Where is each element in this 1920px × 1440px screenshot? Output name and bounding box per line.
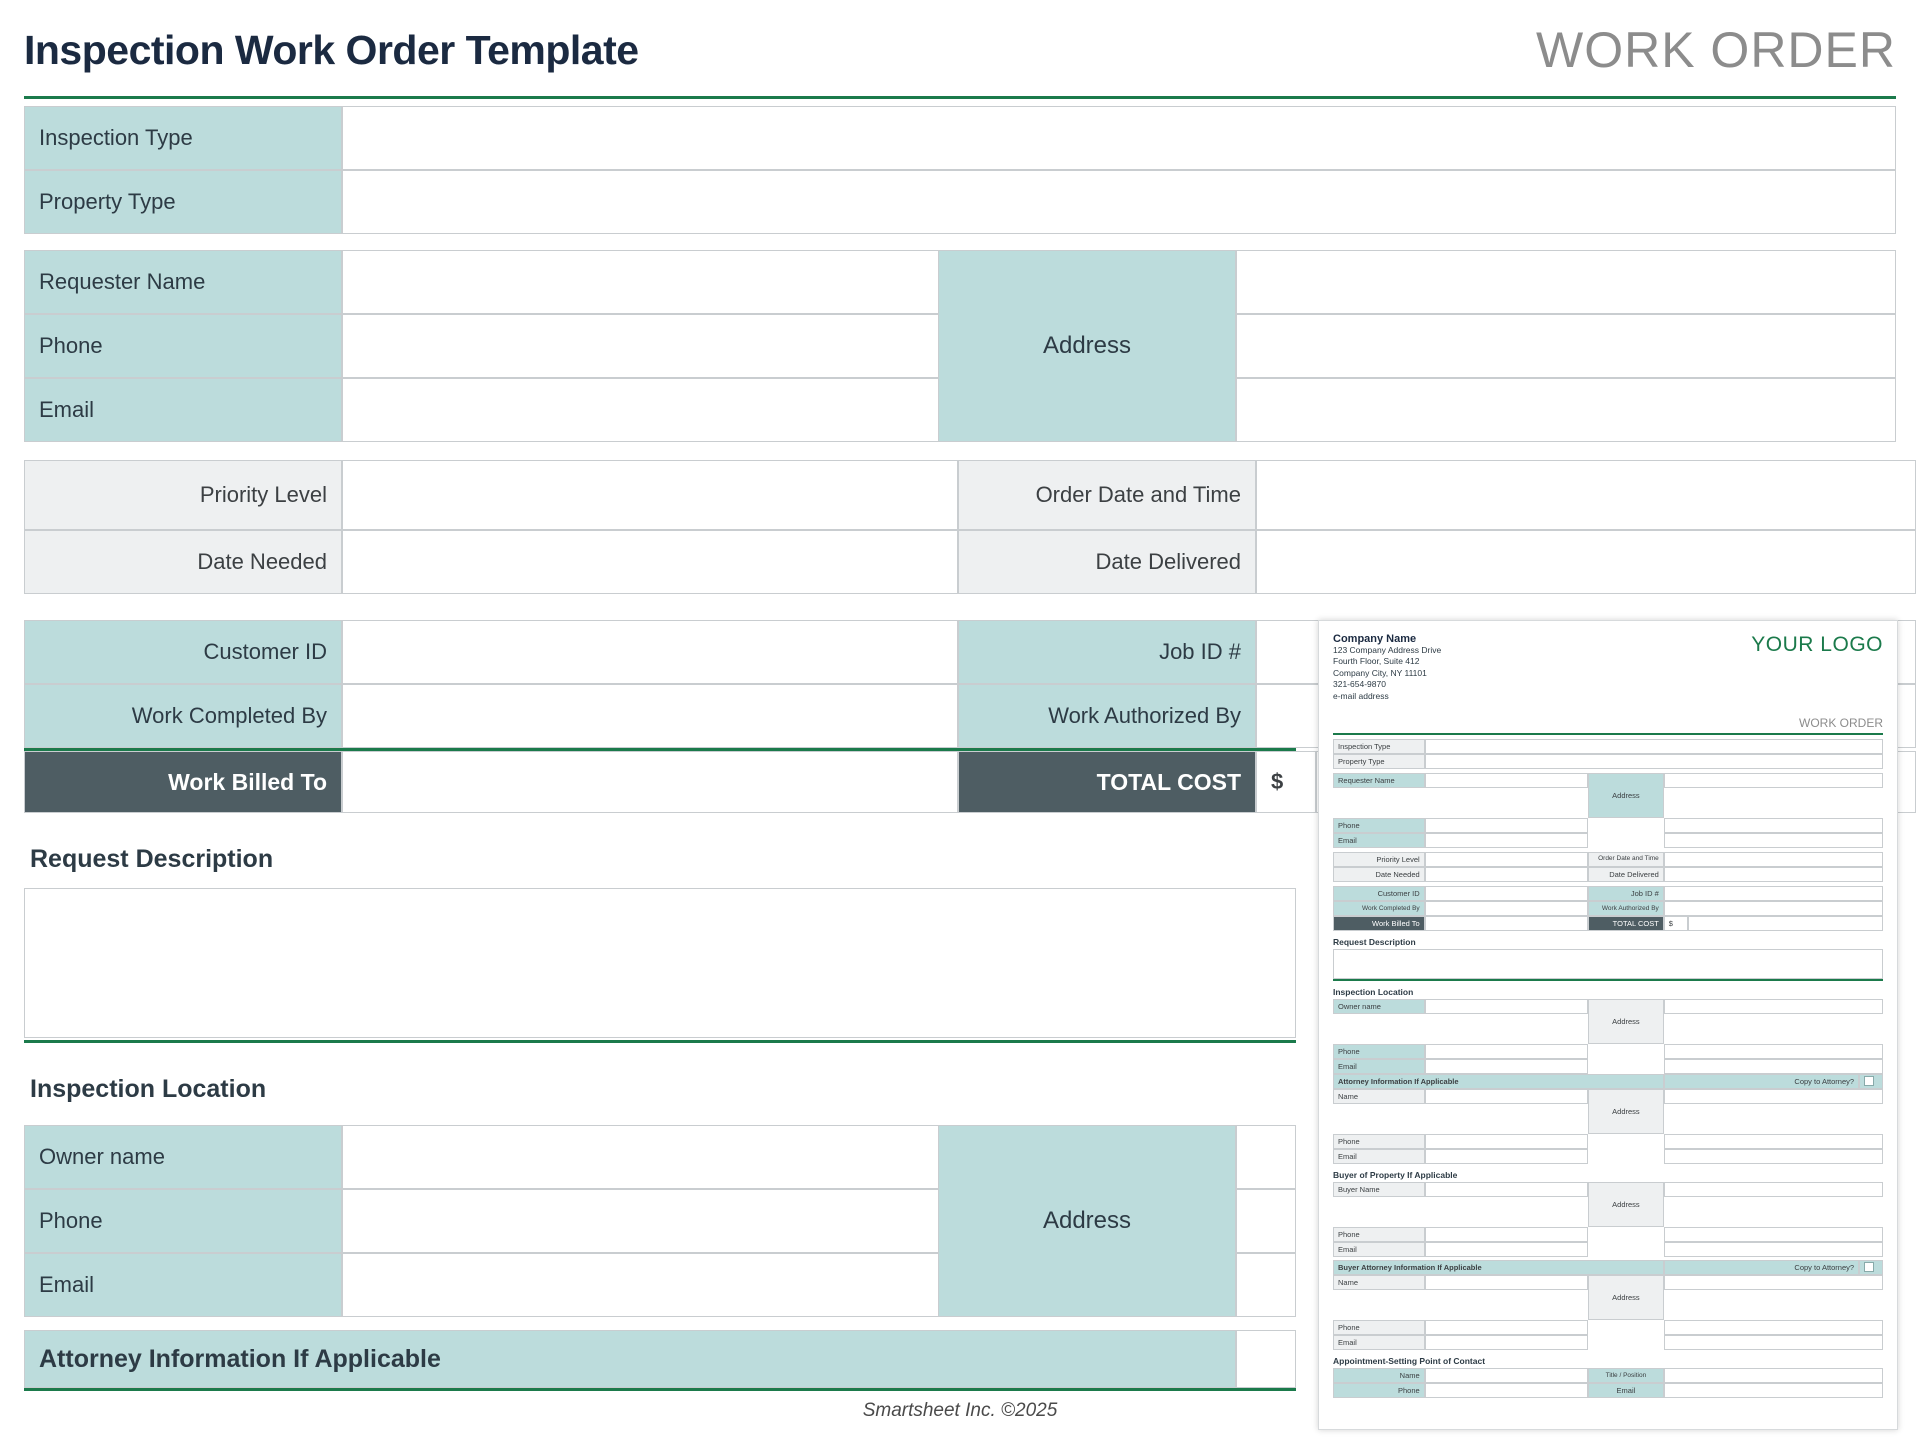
thumb-inspection-type-row [1333, 739, 1883, 754]
thumb-requester-name-row [1333, 773, 1883, 818]
thumb-buyer-attorney-name-row [1333, 1275, 1883, 1320]
work-completed-by-input[interactable] [342, 684, 958, 748]
thumb-address-line1[interactable] [1664, 773, 1883, 788]
thumb-work-completed-label: Work Completed By [1333, 901, 1425, 916]
thumb-location-email-input[interactable] [1425, 1059, 1588, 1074]
thumb-appointment-phone-label: Phone [1333, 1383, 1425, 1398]
thumb-requester-email-label: Email [1333, 833, 1425, 848]
thumb-copy-to-attorney-label: Copy to Attorney? [1664, 1074, 1859, 1089]
thumb-total-cost-label: TOTAL COST [1588, 916, 1664, 931]
requester-address-line1[interactable] [1236, 250, 1896, 314]
thumb-location-phone-row [1333, 1044, 1883, 1059]
owner-name-input[interactable] [342, 1125, 958, 1189]
location-phone-label: Phone [24, 1189, 342, 1253]
thumb-location-email-label: Email [1333, 1059, 1425, 1074]
thumb-owner-name-row [1333, 999, 1883, 1044]
thumb-order-date-label: Order Date and Time [1588, 852, 1664, 867]
attorney-info-extra[interactable] [1236, 1330, 1296, 1388]
order-date-time-label: Order Date and Time [958, 460, 1256, 530]
thumb-date-needed-label: Date Needed [1333, 867, 1425, 882]
thumb-buyer-attorney-email-input[interactable] [1425, 1335, 1588, 1350]
thumb-currency-symbol: $ [1664, 916, 1688, 931]
thumb-address-line2[interactable] [1664, 818, 1883, 833]
priority-level-row [24, 460, 1916, 530]
thumb-company-name: Company Name [1333, 633, 1417, 645]
location-phone-row [24, 1189, 958, 1253]
request-description-divider [24, 1040, 1296, 1043]
work-order-label: WORK ORDER [1536, 22, 1896, 78]
thumb-billed-input[interactable] [1425, 916, 1588, 931]
thumb-appointment-name-input[interactable] [1425, 1368, 1588, 1383]
thumb-company-address-2: Fourth Floor, Suite 412 [1333, 656, 1420, 667]
thumb-attorney-phone-label: Phone [1333, 1134, 1425, 1149]
document-header [24, 10, 1896, 90]
thumb-buyer-name-input[interactable] [1425, 1182, 1588, 1197]
requester-name-input[interactable] [342, 250, 958, 314]
thumb-requester-email-input[interactable] [1425, 833, 1588, 848]
work-completed-by-label: Work Completed By [24, 684, 342, 748]
thumb-customer-id-row [1333, 886, 1883, 901]
requester-phone-row [24, 314, 958, 378]
thumb-order-date-input[interactable] [1664, 852, 1883, 867]
thumb-buyer-attorney-phone-label: Phone [1333, 1320, 1425, 1335]
property-type-row [24, 170, 1896, 234]
request-description-input[interactable] [24, 888, 1296, 1038]
thumb-requester-phone-label: Phone [1333, 818, 1425, 833]
property-type-label: Property Type [24, 170, 342, 234]
thumb-buyer-attorney-name-input[interactable] [1425, 1275, 1588, 1290]
thumb-request-description-title: Request Description [1333, 937, 1416, 948]
thumb-date-delivered-label: Date Delivered [1588, 867, 1664, 882]
header-divider [24, 96, 1896, 99]
thumb-work-completed-input[interactable] [1425, 901, 1588, 916]
thumb-buyer-attorney-phone-row [1333, 1320, 1883, 1335]
thumb-buyer-attorney-name-label: Name [1333, 1275, 1425, 1290]
owner-name-row [24, 1125, 958, 1189]
location-email-row [24, 1253, 958, 1317]
date-needed-label: Date Needed [24, 530, 342, 594]
thumb-buyer-phone-row [1333, 1227, 1883, 1242]
location-address-line3[interactable] [1236, 1253, 1296, 1317]
thumb-appointment-phone-row [1333, 1383, 1883, 1398]
thumb-buyer-attorney-address-label: Address [1588, 1275, 1664, 1320]
requester-name-label: Requester Name [24, 250, 342, 314]
thumb-property-type-row [1333, 754, 1883, 769]
inspection-location-title: Inspection Location [30, 1075, 267, 1103]
thumb-job-id-input[interactable] [1664, 886, 1883, 901]
thumb-attorney-banner-row [1333, 1074, 1883, 1089]
thumb-date-needed-input[interactable] [1425, 867, 1588, 882]
thumb-customer-id-input[interactable] [1425, 886, 1588, 901]
thumb-appointment-email-label: Email [1588, 1383, 1664, 1398]
thumb-customer-id-label: Customer ID [1333, 886, 1425, 901]
thumb-logo-placeholder: YOUR LOGO [1751, 633, 1883, 656]
thumb-buyer-title: Buyer of Property If Applicable [1333, 1169, 1458, 1180]
thumb-attorney-banner: Attorney Information If Applicable [1333, 1074, 1664, 1089]
thumb-attorney-email-row [1333, 1149, 1883, 1164]
thumb-location-phone-label: Phone [1333, 1044, 1425, 1059]
thumb-attorney-phone-row [1333, 1134, 1883, 1149]
thumb-buyer-phone-label: Phone [1333, 1227, 1425, 1242]
thumb-location-address-1[interactable] [1664, 999, 1883, 1014]
thumb-attorney-name-row [1333, 1089, 1883, 1134]
thumb-buyer-email-label: Email [1333, 1242, 1425, 1257]
thumb-buyer-email-row [1333, 1242, 1883, 1257]
work-billed-to-input[interactable] [342, 751, 958, 813]
thumb-address-line3[interactable] [1664, 833, 1883, 848]
thumb-buyer-address-2[interactable] [1664, 1227, 1883, 1242]
customer-id-label: Customer ID [24, 620, 342, 684]
thumb-requester-phone-input[interactable] [1425, 818, 1588, 833]
location-email-label: Email [24, 1253, 342, 1317]
thumb-buyer-address-3[interactable] [1664, 1242, 1883, 1257]
thumb-priority-input[interactable] [1425, 852, 1588, 867]
thumb-requester-email-row [1333, 833, 1883, 848]
requester-phone-label: Phone [24, 314, 342, 378]
priority-level-input[interactable] [342, 460, 958, 530]
requester-email-row [24, 378, 958, 442]
thumb-attorney-email-input[interactable] [1425, 1149, 1588, 1164]
thumb-attorney-name-input[interactable] [1425, 1089, 1588, 1104]
thumb-appointment-title-label: Title / Position [1588, 1368, 1664, 1383]
thumb-requester-phone-row [1333, 818, 1883, 833]
thumb-address-label: Address [1588, 773, 1664, 818]
checkbox-icon [1864, 1262, 1874, 1272]
thumb-buyer-name-row [1333, 1182, 1883, 1227]
date-delivered-label: Date Delivered [958, 530, 1256, 594]
thumb-appointment-email-input[interactable] [1664, 1383, 1883, 1398]
footer-text: Smartsheet Inc. ©2025 [862, 1400, 1058, 1421]
thumb-buyer-email-input[interactable] [1425, 1242, 1588, 1257]
request-description-title: Request Description [30, 845, 274, 873]
thumb-property-type-input[interactable] [1425, 754, 1883, 769]
thumb-attorney-email-label: Email [1333, 1149, 1425, 1164]
thumb-work-authorized-label: Work Authorized By [1588, 901, 1664, 916]
thumb-attorney-address-3[interactable] [1664, 1149, 1883, 1164]
property-type-input[interactable] [342, 170, 1896, 234]
inspection-type-input[interactable] [342, 106, 1896, 170]
thumb-copy-to-attorney-checkbox[interactable] [1859, 1074, 1883, 1089]
total-cost-label: TOTAL COST [958, 751, 1256, 813]
thumb-billed-label: Work Billed To [1333, 916, 1425, 931]
thumb-billed-row [1333, 916, 1883, 931]
thumb-attorney-name-label: Name [1333, 1089, 1425, 1104]
thumb-buyer-attorney-address-3[interactable] [1664, 1335, 1883, 1350]
work-billed-to-label: Work Billed To [24, 751, 342, 813]
job-id-label: Job ID # [958, 620, 1256, 684]
thumb-location-address-label: Address [1588, 999, 1664, 1044]
thumb-owner-name-input[interactable] [1425, 999, 1588, 1014]
thumb-location-address-2[interactable] [1664, 1044, 1883, 1059]
thumb-location-phone-input[interactable] [1425, 1044, 1588, 1059]
currency-symbol: $ [1256, 751, 1316, 813]
thumb-inspection-type-input[interactable] [1425, 739, 1883, 754]
requester-address-line3[interactable] [1236, 378, 1896, 442]
requester-email-input[interactable] [342, 378, 958, 442]
thumb-buyer-copy-to-attorney-checkbox[interactable] [1859, 1260, 1883, 1275]
thumb-buyer-attorney-address-1[interactable] [1664, 1275, 1883, 1290]
thumb-buyer-phone-input[interactable] [1425, 1227, 1588, 1242]
thumb-attorney-address-1[interactable] [1664, 1089, 1883, 1104]
thumb-inspection-type-label: Inspection Type [1333, 739, 1425, 754]
thumb-buyer-attorney-email-row [1333, 1335, 1883, 1350]
thumb-header [1333, 633, 1883, 702]
thumb-date-needed-row [1333, 867, 1883, 882]
location-address-line1[interactable] [1236, 1125, 1296, 1189]
customer-id-input[interactable] [342, 620, 958, 684]
thumb-buyer-attorney-banner-row [1333, 1260, 1883, 1275]
thumb-attorney-phone-input[interactable] [1425, 1134, 1588, 1149]
thumb-work-authorized-input[interactable] [1664, 901, 1883, 916]
date-needed-input[interactable] [342, 530, 958, 594]
location-email-input[interactable] [342, 1253, 958, 1317]
thumb-buyer-attorney-email-label: Email [1333, 1335, 1425, 1350]
thumb-total-cost-input[interactable] [1688, 916, 1883, 931]
thumb-request-description-divider [1333, 979, 1883, 981]
thumb-property-type-label: Property Type [1333, 754, 1425, 769]
priority-level-label: Priority Level [24, 460, 342, 530]
thumb-buyer-name-label: Buyer Name [1333, 1182, 1425, 1197]
requester-phone-input[interactable] [342, 314, 958, 378]
thumb-work-completed-row [1333, 901, 1883, 916]
thumb-work-order-label: WORK ORDER [1799, 716, 1883, 731]
thumb-location-address-3[interactable] [1664, 1059, 1883, 1074]
thumb-header-divider [1333, 733, 1883, 735]
page-title: Inspection Work Order Template [24, 26, 639, 73]
thumb-date-delivered-input[interactable] [1664, 867, 1883, 882]
checkbox-icon [1864, 1076, 1874, 1086]
requester-email-label: Email [24, 378, 342, 442]
thumb-priority-row [1333, 852, 1883, 867]
thumb-job-id-label: Job ID # [1588, 886, 1664, 901]
requester-name-row [24, 250, 958, 314]
thumb-company-address-3: Company City, NY 11101 [1333, 667, 1427, 678]
thumb-appointment-title: Appointment-Setting Point of Contact [1333, 1355, 1486, 1366]
thumb-buyer-attorney-address-2[interactable] [1664, 1320, 1883, 1335]
thumb-attorney-address-label: Address [1588, 1089, 1664, 1134]
thumb-appointment-title-input[interactable] [1664, 1368, 1883, 1383]
inspection-type-row [24, 106, 1896, 170]
thumb-appointment-name-label: Name [1333, 1368, 1425, 1383]
thumb-appointment-phone-input[interactable] [1425, 1383, 1588, 1398]
requester-address-line2[interactable] [1236, 314, 1896, 378]
thumb-buyer-address-label: Address [1588, 1182, 1664, 1227]
location-address-line2[interactable] [1236, 1189, 1296, 1253]
thumb-priority-label: Priority Level [1333, 852, 1425, 867]
location-address-label: Address [938, 1125, 1236, 1317]
thumb-requester-name-input[interactable] [1425, 773, 1588, 788]
thumb-owner-name-label: Owner name [1333, 999, 1425, 1014]
thumb-inspection-location-title: Inspection Location [1333, 986, 1414, 997]
thumb-buyer-attorney-banner: Buyer Attorney Information If Applicable [1333, 1260, 1664, 1275]
thumb-company-email: e-mail address [1333, 690, 1389, 701]
thumb-buyer-copy-to-attorney-label: Copy to Attorney? [1664, 1260, 1859, 1275]
thumb-requester-name-label: Requester Name [1333, 773, 1425, 788]
inspection-type-label: Inspection Type [24, 106, 342, 170]
attorney-info-banner: Attorney Information If Applicable [24, 1330, 1236, 1388]
thumb-attorney-address-2[interactable] [1664, 1134, 1883, 1149]
date-needed-row [24, 530, 1916, 594]
location-phone-input[interactable] [342, 1189, 958, 1253]
owner-name-label: Owner name [24, 1125, 342, 1189]
thumb-request-description-input[interactable] [1333, 949, 1883, 979]
thumb-company-address-1: 123 Company Address Drive [1333, 645, 1442, 655]
thumb-company-phone: 321-654-9870 [1333, 679, 1386, 690]
document-preview-thumbnail[interactable] [1318, 620, 1898, 1430]
date-delivered-input[interactable] [1256, 530, 1916, 594]
order-date-time-input[interactable] [1256, 460, 1916, 530]
thumb-buyer-attorney-phone-input[interactable] [1425, 1320, 1588, 1335]
thumb-buyer-address-1[interactable] [1664, 1182, 1883, 1197]
thumb-location-email-row [1333, 1059, 1883, 1074]
work-authorized-by-label: Work Authorized By [958, 684, 1256, 748]
thumb-appointment-name-row [1333, 1368, 1883, 1383]
requester-address-label: Address [938, 250, 1236, 442]
footer-divider [24, 1388, 1296, 1391]
